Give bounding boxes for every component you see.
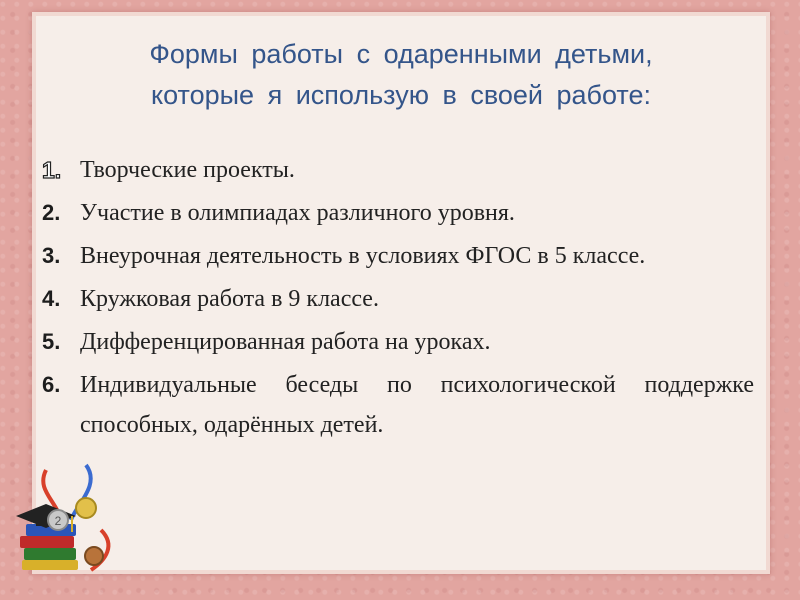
list-text: Дифференцированная работа на уроках. [80,329,491,355]
list-text: Кружковая работа в 9 классе. [80,286,379,312]
list-text: Участие в олимпиадах различного уровня. [80,200,515,226]
list-number: 5. [42,329,61,354]
slide-panel [32,12,770,574]
list-item [42,150,754,190]
medal-number: 2 [54,514,62,528]
numbered-list [42,150,754,448]
list-item [42,193,754,233]
slide-title [32,34,770,116]
list-text: Внеурочная деятельность в условиях ФГОС в 5 классе. [80,243,646,269]
title-line-2: которые я использую в своей работе: [151,80,651,110]
list-item [42,365,754,445]
list-item [42,279,754,319]
list-item [42,236,754,276]
list-number: 1. [42,157,62,183]
list-item [42,322,754,362]
list-number: 4. [42,286,61,311]
list-number: 3. [42,243,61,268]
list-number: 2. [42,200,61,225]
list-text: Индивидуальные беседы по психологической поддержке способных, одарённых детей. [80,372,754,438]
title-line-1: Формы работы с одаренными детьми, [149,39,653,69]
list-number: 6. [42,372,61,397]
books-medals-icon [6,460,126,580]
list-text: Творческие проекты. [80,157,295,183]
